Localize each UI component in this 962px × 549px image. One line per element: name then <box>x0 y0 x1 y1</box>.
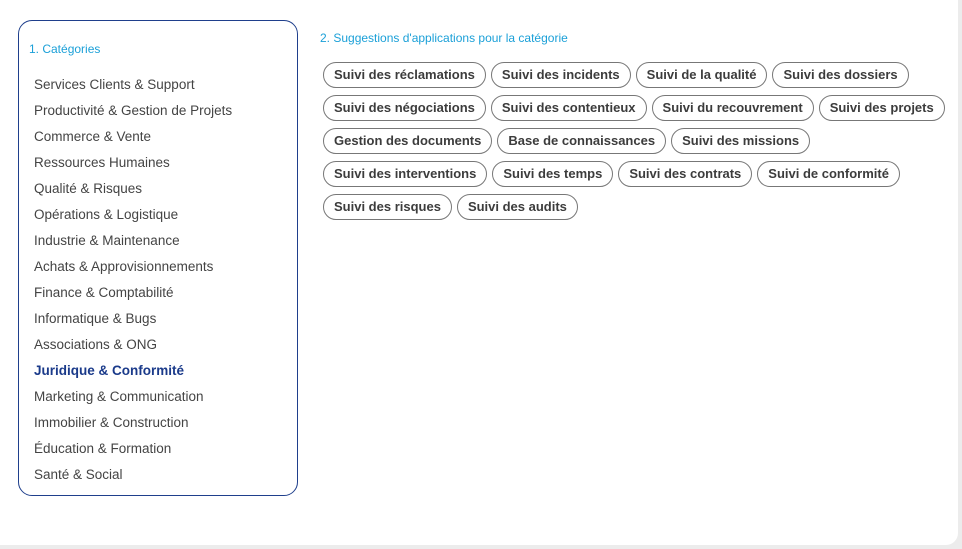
category-item-commerce[interactable]: Commerce & Vente <box>34 129 152 144</box>
category-item-ressources-humaines[interactable]: Ressources Humaines <box>34 155 170 170</box>
suggestion-chip[interactable]: Suivi de conformité <box>757 161 900 187</box>
categories-title: 1. Catégories <box>29 42 101 56</box>
suggestion-chip[interactable]: Suivi des projets <box>819 95 945 121</box>
suggestion-chip[interactable]: Suivi des négociations <box>323 95 486 121</box>
categories-panel <box>18 20 298 496</box>
suggestion-chip[interactable]: Suivi de la qualité <box>636 62 768 88</box>
category-item-productivite[interactable]: Productivité & Gestion de Projets <box>34 103 233 118</box>
category-item-education[interactable]: Éducation & Formation <box>34 441 172 456</box>
suggestion-chip[interactable]: Suivi des risques <box>323 194 452 220</box>
category-item-services-clients[interactable]: Services Clients & Support <box>34 77 195 92</box>
category-item-finance[interactable]: Finance & Comptabilité <box>34 285 174 300</box>
suggestion-chip[interactable]: Suivi des réclamations <box>323 62 486 88</box>
suggestion-chip[interactable]: Base de connaissances <box>497 128 666 154</box>
suggestion-chip[interactable]: Suivi du recouvrement <box>652 95 814 121</box>
category-item-marketing[interactable]: Marketing & Communication <box>34 389 204 404</box>
suggestion-chip[interactable]: Suivi des temps <box>492 161 613 187</box>
suggestion-chip[interactable]: Suivi des interventions <box>323 161 487 187</box>
suggestion-chip[interactable]: Suivi des dossiers <box>772 62 908 88</box>
category-item-informatique[interactable]: Informatique & Bugs <box>34 311 157 326</box>
suggestions-title: 2. Suggestions d'applications pour la catégorie <box>320 31 568 45</box>
category-item-qualite[interactable]: Qualité & Risques <box>34 181 143 196</box>
category-item-achats[interactable]: Achats & Approvisionnements <box>34 259 214 274</box>
category-item-operations[interactable]: Opérations & Logistique <box>34 207 179 222</box>
suggestion-chip[interactable]: Suivi des missions <box>671 128 810 154</box>
category-item-industrie[interactable]: Industrie & Maintenance <box>34 233 180 248</box>
suggestion-chip[interactable]: Suivi des contentieux <box>491 95 647 121</box>
category-item-associations[interactable]: Associations & ONG <box>34 337 158 352</box>
category-item-sante[interactable]: Santé & Social <box>34 467 123 482</box>
category-list <box>34 76 232 492</box>
category-item-juridique[interactable]: Juridique & Conformité <box>34 363 185 378</box>
suggestion-chip[interactable]: Suivi des incidents <box>491 62 631 88</box>
suggestion-chip[interactable]: Suivi des contrats <box>618 161 752 187</box>
suggestion-chip[interactable]: Gestion des documents <box>323 128 492 154</box>
category-item-immobilier[interactable]: Immobilier & Construction <box>34 415 189 430</box>
suggestion-chips <box>323 62 953 220</box>
suggestion-chip[interactable]: Suivi des audits <box>457 194 578 220</box>
